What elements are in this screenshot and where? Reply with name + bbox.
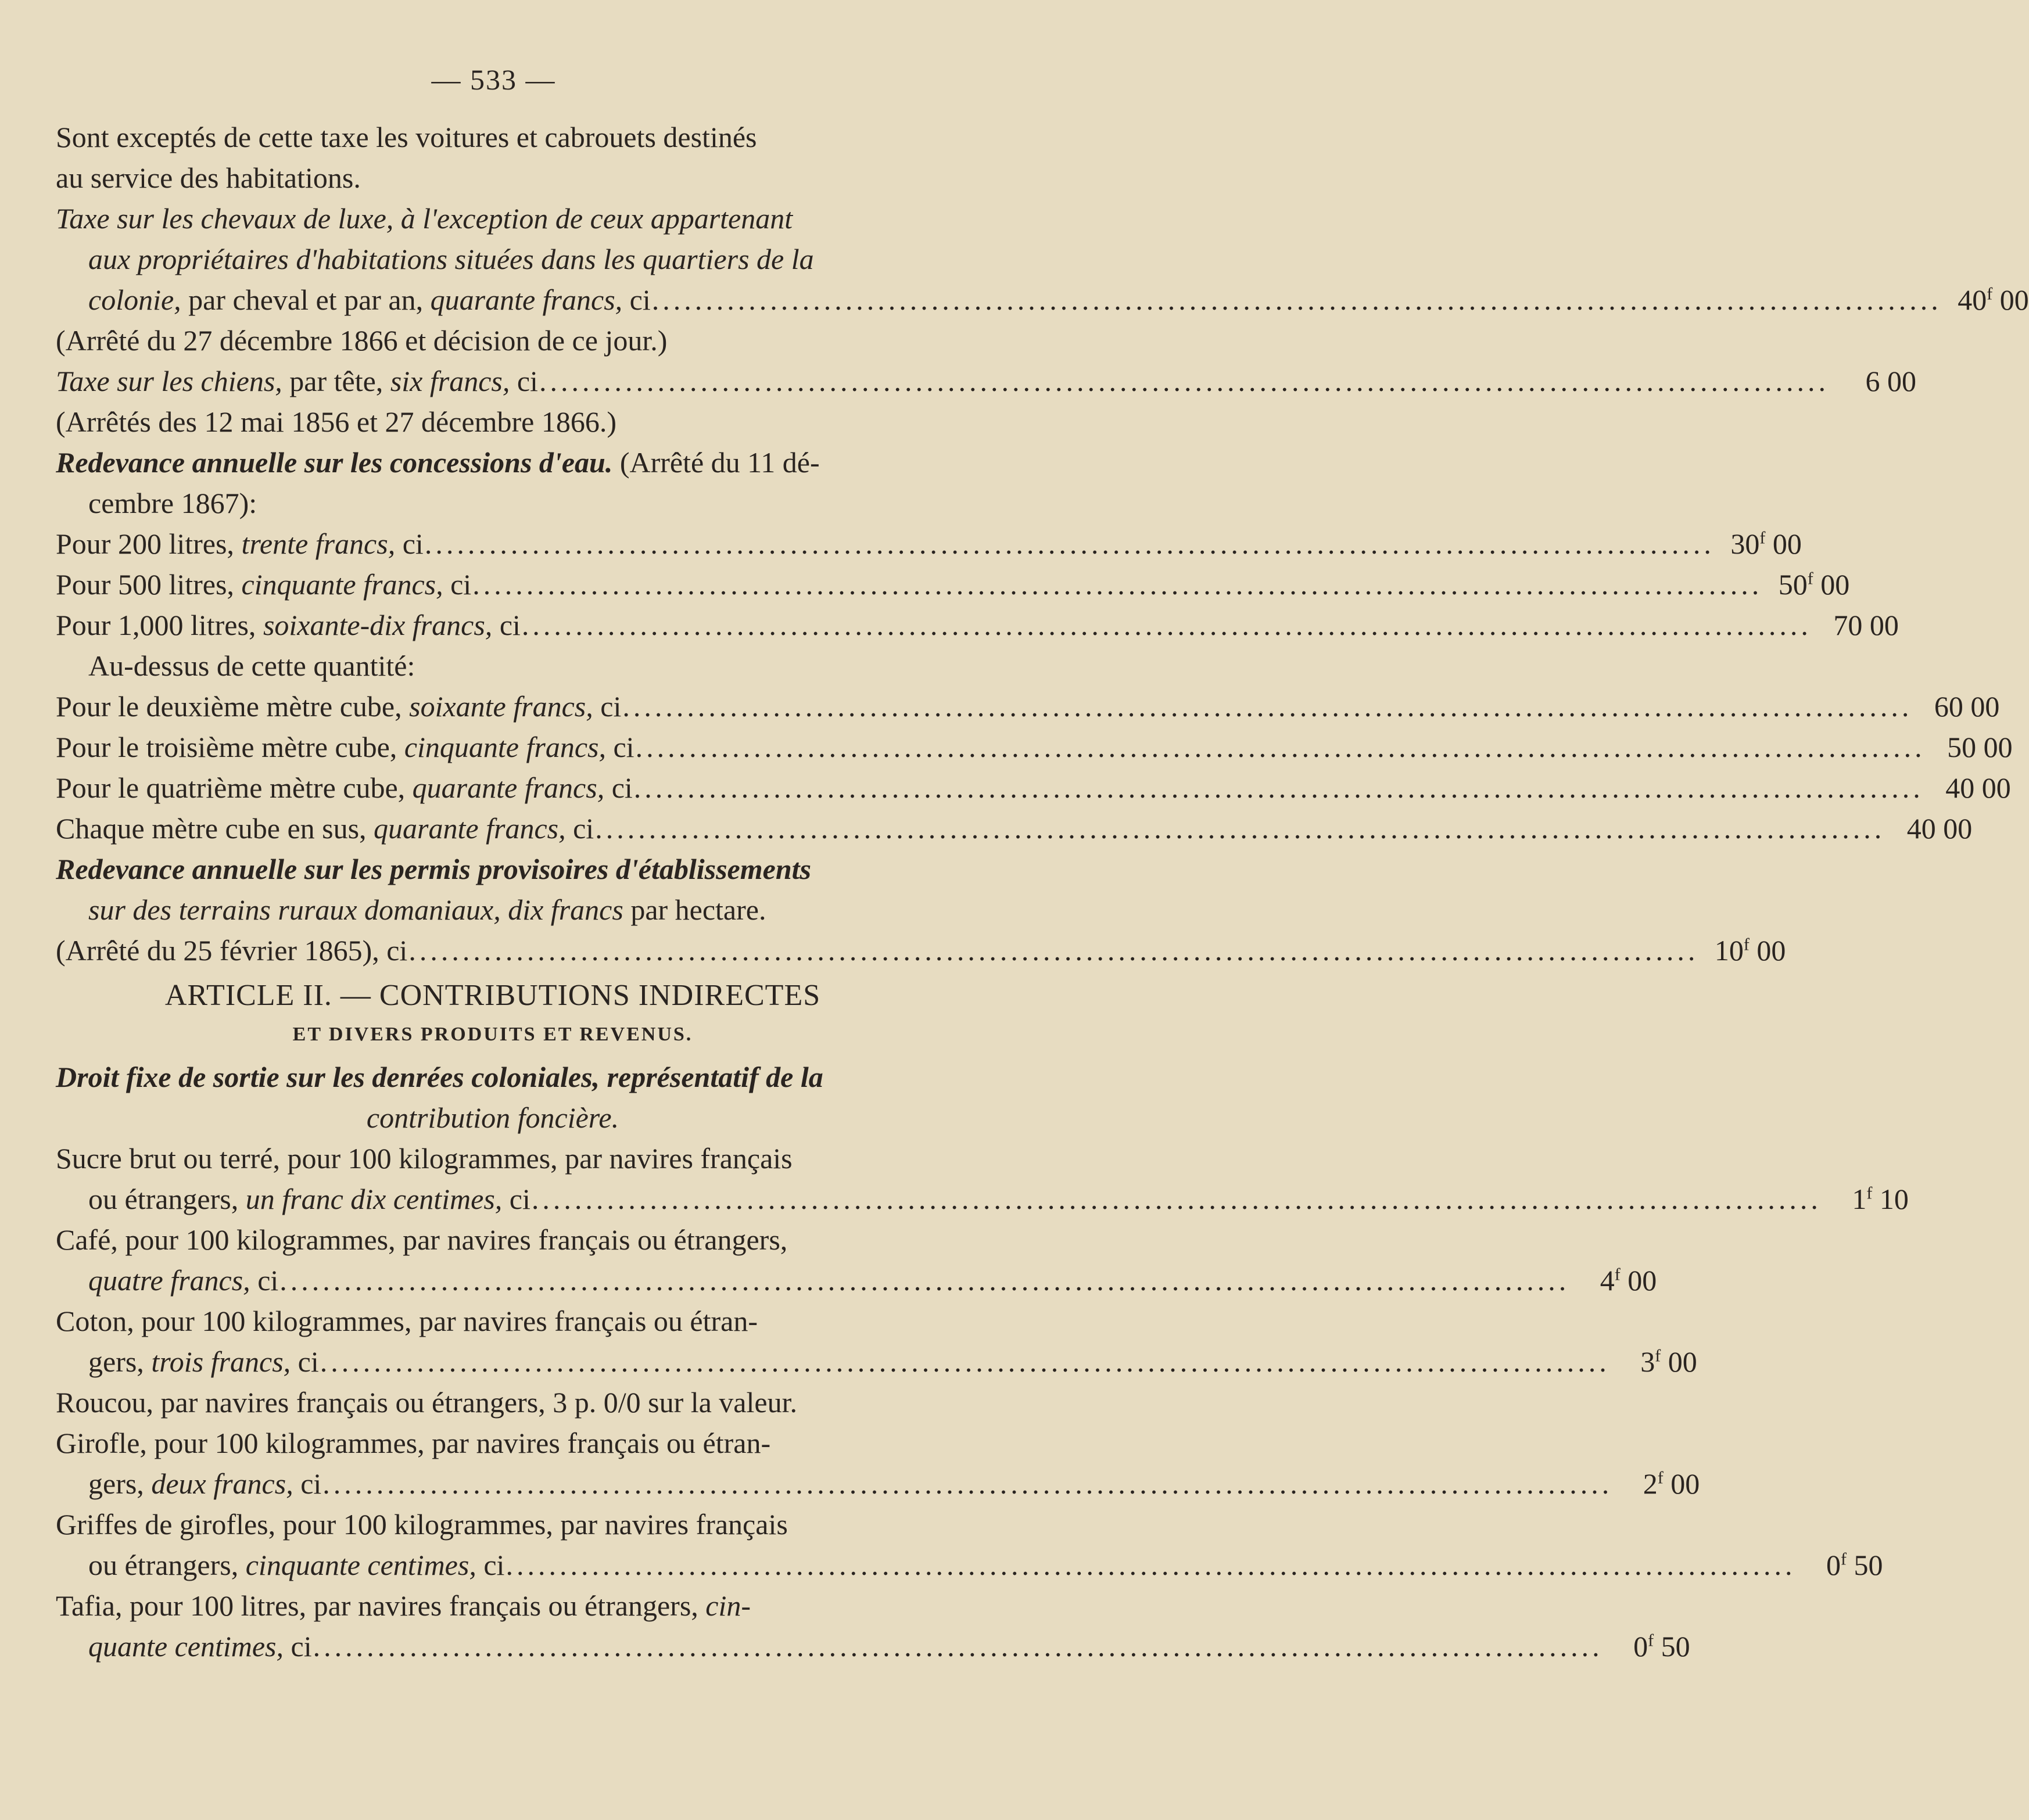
tariff-entry-line bbox=[88, 1628, 1690, 1664]
page-number: — 533 — bbox=[431, 63, 556, 96]
amount bbox=[1942, 282, 2029, 318]
line-text bbox=[165, 979, 820, 1012]
text-segment: ci bbox=[284, 1630, 312, 1663]
text-segment: Sont exceptés de cette taxe les voitures et cabrouets destinés bbox=[56, 121, 757, 153]
text-segment: ou étrangers, bbox=[88, 1549, 246, 1581]
line-text bbox=[56, 770, 633, 806]
amount-francs: 2 bbox=[1643, 1467, 1658, 1500]
line-text bbox=[56, 688, 621, 724]
amount-centimes: 00 bbox=[1981, 771, 2011, 804]
text-line bbox=[88, 648, 930, 684]
text-segment: ci bbox=[510, 365, 538, 397]
text-segment: deux francs, bbox=[151, 1467, 293, 1500]
text-segment: Roucou, par navires français ou étrangers, 3 p. 0/0 sur la valeur. bbox=[56, 1386, 797, 1419]
text-segment: Coton, pour 100 kilogrammes, par navires français ou étran- bbox=[56, 1305, 758, 1337]
line-text bbox=[56, 566, 471, 602]
amount bbox=[1603, 1628, 1690, 1664]
amount bbox=[1612, 1466, 1700, 1502]
line-text bbox=[88, 1262, 278, 1298]
amount-centimes: 00 bbox=[1887, 365, 1916, 397]
line-text bbox=[88, 487, 257, 519]
text-segment: Café, pour 100 kilogrammes, par navires français ou étrangers, bbox=[56, 1223, 788, 1256]
amount-centimes: 00 bbox=[1668, 1345, 1697, 1378]
amount bbox=[1812, 607, 1899, 643]
line-text bbox=[293, 1024, 693, 1045]
tariff-entry-line bbox=[88, 1547, 1883, 1583]
amount-francs: 50 bbox=[1947, 731, 1977, 763]
text-segment: colonie, bbox=[88, 283, 181, 316]
amount-francs: 40 bbox=[1906, 812, 1936, 845]
text-segment: Taxe sur les chevaux de luxe, à l'exception de ceux appartenant bbox=[56, 202, 793, 235]
text-segment: Droit fixe de sortie sur les denrées coloniales, représentatif de la bbox=[56, 1061, 823, 1093]
line-text bbox=[88, 282, 651, 318]
amount-centimes: 00 bbox=[1983, 731, 2013, 763]
amount-centimes: 00 bbox=[1943, 812, 1973, 845]
text-segment: ci bbox=[443, 568, 472, 601]
text-segment: Au-dessus de cette quantité: bbox=[88, 649, 415, 682]
text-segment: aux propriétaires d'habitations situées dans les quartiers de la bbox=[88, 243, 814, 275]
text-segment: ci bbox=[476, 1549, 505, 1581]
amount bbox=[1912, 688, 1999, 724]
tariff-entry-line bbox=[56, 566, 1850, 602]
line-text bbox=[88, 1547, 504, 1583]
tariff-entry-line bbox=[56, 932, 1786, 968]
tariff-entry-line bbox=[56, 688, 2000, 724]
tariff-entry-line bbox=[56, 607, 1899, 643]
amount-centimes: 00 bbox=[1670, 1467, 1700, 1500]
dot-leader: ........................................................................................................................ bbox=[531, 1183, 1822, 1215]
text-segment: Pour 500 litres, bbox=[56, 568, 242, 601]
text-segment: ci bbox=[604, 771, 633, 804]
line-text bbox=[56, 1427, 770, 1459]
amount-francs: 4 bbox=[1600, 1264, 1615, 1297]
tariff-entry-line bbox=[88, 1262, 1657, 1298]
text-line bbox=[56, 119, 930, 155]
amount bbox=[1569, 1262, 1657, 1298]
amount-francs: 0 bbox=[1633, 1630, 1648, 1663]
text-segment: ci bbox=[593, 690, 622, 723]
franc-symbol: f bbox=[1807, 569, 1813, 588]
line-text bbox=[56, 405, 616, 438]
line-text bbox=[56, 1061, 823, 1093]
dot-leader: ........................................................................................................................ bbox=[651, 283, 1942, 316]
line-text bbox=[88, 1181, 530, 1217]
tariff-entry-line bbox=[56, 363, 1916, 399]
text-line bbox=[56, 1140, 930, 1176]
line-text bbox=[56, 810, 594, 846]
amount-francs: 40 bbox=[1945, 771, 1975, 804]
section-heading bbox=[56, 1100, 930, 1136]
text-segment: ci bbox=[291, 1345, 319, 1378]
text-segment: par cheval et par an, bbox=[181, 283, 431, 316]
tariff-entry-line bbox=[88, 1466, 1700, 1502]
text-segment: Griffes de girofles, pour 100 kilogrammes, par navires français bbox=[56, 1508, 788, 1541]
text-segment: quatre francs, bbox=[88, 1264, 250, 1297]
line-text bbox=[88, 649, 415, 682]
text-segment: ci bbox=[622, 283, 651, 316]
text-segment: ci bbox=[605, 731, 634, 763]
text-segment: Pour le deuxième mètre cube, bbox=[56, 690, 410, 723]
text-segment: Pour le quatrième mètre cube, bbox=[56, 771, 413, 804]
text-line bbox=[56, 1384, 930, 1420]
text-line bbox=[56, 1303, 930, 1339]
text-line bbox=[56, 1425, 930, 1461]
text-line bbox=[56, 404, 930, 440]
line-text bbox=[88, 1344, 319, 1380]
text-line bbox=[56, 322, 930, 358]
text-line bbox=[88, 892, 930, 928]
text-segment: (Arrêté du 27 décembre 1866 et décision de ce jour.) bbox=[56, 324, 668, 357]
text-line bbox=[56, 444, 930, 480]
tariff-entry-line bbox=[88, 1344, 1697, 1380]
text-segment: six francs, bbox=[390, 365, 510, 397]
text-segment: ARTICLE II. — CONTRIBUTIONS INDIRECTES bbox=[164, 979, 821, 1012]
line-text bbox=[88, 1628, 312, 1664]
amount-francs: 3 bbox=[1640, 1345, 1655, 1378]
amount-centimes: 00 bbox=[1970, 690, 2000, 723]
text-segment: Pour 200 litres, bbox=[56, 527, 242, 560]
amount bbox=[1885, 810, 1972, 846]
text-line bbox=[56, 1222, 930, 1258]
line-text bbox=[56, 729, 634, 765]
tariff-entry-line bbox=[56, 810, 1973, 846]
dot-leader: ........................................................................................................................ bbox=[424, 527, 1715, 560]
dot-leader: ........................................................................................................................ bbox=[595, 812, 1885, 845]
text-segment: ci bbox=[293, 1467, 322, 1500]
text-segment: ou étrangers, bbox=[88, 1183, 246, 1215]
text-segment: gers, bbox=[88, 1467, 152, 1500]
dot-leader: ........................................................................................................................ bbox=[521, 609, 1812, 641]
amount bbox=[1829, 363, 1916, 399]
franc-symbol: f bbox=[1614, 1265, 1621, 1284]
text-segment: ET DIVERS PRODUITS ET REVENUS. bbox=[292, 1024, 693, 1045]
dot-leader: ........................................................................................................................ bbox=[313, 1630, 1603, 1663]
text-segment: ci bbox=[502, 1183, 530, 1215]
amount bbox=[1924, 770, 2011, 806]
text-segment: ci bbox=[565, 812, 594, 845]
text-segment: (Arrêté du 11 dé- bbox=[612, 446, 820, 479]
text-segment: soixante-dix francs, bbox=[263, 609, 493, 641]
tariff-entry-line bbox=[56, 770, 2011, 806]
amount-centimes: 50 bbox=[1661, 1630, 1690, 1663]
dot-leader: ........................................................................................................................ bbox=[320, 1345, 1610, 1378]
franc-symbol: f bbox=[1648, 1631, 1654, 1650]
amount-francs: 6 bbox=[1865, 365, 1880, 397]
amount bbox=[1926, 729, 2013, 765]
text-segment: par hectare. bbox=[623, 893, 766, 926]
text-line bbox=[88, 241, 930, 277]
text-line bbox=[56, 160, 930, 196]
text-segment: au service des habitations. bbox=[56, 161, 361, 194]
amount-centimes: 00 bbox=[1999, 283, 2029, 316]
text-segment: sur des terrains ruraux domaniaux, dix francs bbox=[88, 893, 623, 926]
text-segment: Redevance annuelle sur les permis provisoires d'établissements bbox=[56, 853, 811, 885]
amount-centimes: 10 bbox=[1879, 1183, 1909, 1215]
text-segment: quarante francs, bbox=[412, 771, 605, 804]
franc-symbol: f bbox=[1866, 1183, 1873, 1203]
text-segment: cinquante francs, bbox=[241, 568, 443, 601]
amount-centimes: 00 bbox=[1756, 934, 1786, 967]
text-segment: Sucre brut ou terré, pour 100 kilogrammes, par navires français bbox=[56, 1142, 793, 1175]
franc-symbol: f bbox=[1840, 1549, 1847, 1569]
section-heading bbox=[56, 978, 930, 1014]
line-text bbox=[56, 1142, 793, 1175]
amount-centimes: 00 bbox=[1772, 527, 1802, 560]
text-line bbox=[56, 200, 930, 236]
line-text bbox=[88, 893, 766, 926]
franc-symbol: f bbox=[1657, 1468, 1664, 1488]
text-segment: Chaque mètre cube en sus, bbox=[56, 812, 374, 845]
text-segment: cin- bbox=[705, 1589, 751, 1622]
text-segment: cembre 1867): bbox=[88, 487, 257, 519]
line-text bbox=[56, 526, 424, 562]
text-segment: quarante francs, bbox=[430, 283, 623, 316]
amount-centimes: 00 bbox=[1869, 609, 1899, 641]
franc-symbol: f bbox=[1743, 935, 1750, 954]
text-line bbox=[56, 1059, 930, 1095]
amount bbox=[1762, 566, 1849, 602]
dot-leader: ........................................................................................................................ bbox=[408, 934, 1699, 967]
tariff-entry-line bbox=[56, 729, 2013, 765]
section-heading bbox=[56, 1017, 930, 1053]
tariff-entry-line bbox=[88, 282, 2029, 318]
text-segment: Girofle, pour 100 kilogrammes, par navires français ou étran- bbox=[56, 1427, 771, 1459]
line-text bbox=[56, 324, 667, 357]
amount bbox=[1715, 526, 1802, 562]
line-text bbox=[56, 121, 757, 153]
dot-leader: ........................................................................................................................ bbox=[506, 1549, 1796, 1581]
text-segment: cinquante centimes, bbox=[245, 1549, 476, 1581]
text-segment: par tête, bbox=[282, 365, 390, 397]
text-segment: Tafia, pour 100 litres, par navires français ou étrangers, bbox=[56, 1589, 706, 1622]
text-segment: ci bbox=[395, 527, 424, 560]
text-segment: Taxe sur les chiens, bbox=[56, 365, 282, 397]
amount bbox=[1822, 1181, 1909, 1217]
text-segment: trente francs, bbox=[241, 527, 396, 560]
amount-francs: 0 bbox=[1826, 1549, 1841, 1581]
line-text bbox=[88, 243, 814, 275]
text-segment: contribution foncière. bbox=[366, 1101, 619, 1134]
amount-francs: 70 bbox=[1833, 609, 1863, 641]
line-text bbox=[56, 1589, 751, 1622]
text-segment: ci bbox=[250, 1264, 279, 1297]
amount bbox=[1610, 1344, 1697, 1380]
text-segment: trois francs, bbox=[151, 1345, 291, 1378]
line-text bbox=[56, 1223, 787, 1256]
line-text bbox=[56, 161, 361, 194]
dot-leader: ........................................................................................................................ bbox=[322, 1467, 1613, 1500]
franc-symbol: f bbox=[1759, 528, 1766, 548]
text-segment: Pour 1,000 litres, bbox=[56, 609, 263, 641]
line-text bbox=[56, 1508, 788, 1541]
text-segment: cinquante francs, bbox=[404, 731, 606, 763]
text-segment: ci bbox=[492, 609, 521, 641]
line-text bbox=[56, 446, 820, 479]
text-segment: gers, bbox=[88, 1345, 152, 1378]
amount bbox=[1795, 1547, 1883, 1583]
amount-centimes: 00 bbox=[1820, 568, 1850, 601]
text-segment: (Arrêtés des 12 mai 1856 et 27 décembre 1866.) bbox=[56, 405, 616, 438]
dot-leader: ........................................................................................................................ bbox=[633, 771, 1924, 804]
line-text bbox=[56, 1386, 797, 1419]
text-line bbox=[56, 1588, 930, 1624]
text-line bbox=[56, 1506, 930, 1542]
text-segment: soixante francs, bbox=[409, 690, 593, 723]
text-line bbox=[88, 485, 930, 521]
franc-symbol: f bbox=[1987, 284, 1993, 304]
text-segment: quante centimes, bbox=[88, 1630, 284, 1663]
amount-francs: 40 bbox=[1958, 283, 1987, 316]
dot-leader: ........................................................................................................................ bbox=[635, 731, 1926, 763]
tariff-entry-line bbox=[56, 526, 1802, 562]
amount-francs: 30 bbox=[1730, 527, 1760, 560]
line-text bbox=[56, 1305, 758, 1337]
amount-francs: 50 bbox=[1778, 568, 1808, 601]
line-text bbox=[367, 1101, 619, 1134]
dot-leader: ........................................................................................................................ bbox=[622, 690, 1913, 723]
text-segment: Redevance annuelle sur les concessions d'eau. bbox=[56, 446, 613, 479]
amount-centimes: 00 bbox=[1627, 1264, 1657, 1297]
line-text bbox=[88, 1466, 321, 1502]
amount bbox=[1698, 932, 1786, 968]
text-segment: un franc dix centimes, bbox=[245, 1183, 503, 1215]
line-text bbox=[56, 853, 811, 885]
amount-francs: 60 bbox=[1934, 690, 1963, 723]
line-text bbox=[56, 202, 793, 235]
text-segment: Pour le troisième mètre cube, bbox=[56, 731, 404, 763]
text-line bbox=[56, 851, 930, 887]
amount-francs: 1 bbox=[1852, 1183, 1867, 1215]
amount-centimes: 50 bbox=[1854, 1549, 1883, 1581]
dot-leader: ........................................................................................................................ bbox=[539, 365, 1829, 397]
tariff-entry-line bbox=[88, 1181, 1909, 1217]
text-segment: (Arrêté du 25 février 1865), ci bbox=[56, 934, 408, 967]
line-text bbox=[56, 363, 538, 399]
line-text bbox=[56, 932, 407, 968]
dot-leader: ........................................................................................................................ bbox=[279, 1264, 1570, 1297]
dot-leader: ........................................................................................................................ bbox=[472, 568, 1763, 601]
franc-symbol: f bbox=[1655, 1346, 1661, 1366]
amount-francs: 10 bbox=[1714, 934, 1744, 967]
text-segment: quarante francs, bbox=[374, 812, 566, 845]
line-text bbox=[56, 607, 521, 643]
